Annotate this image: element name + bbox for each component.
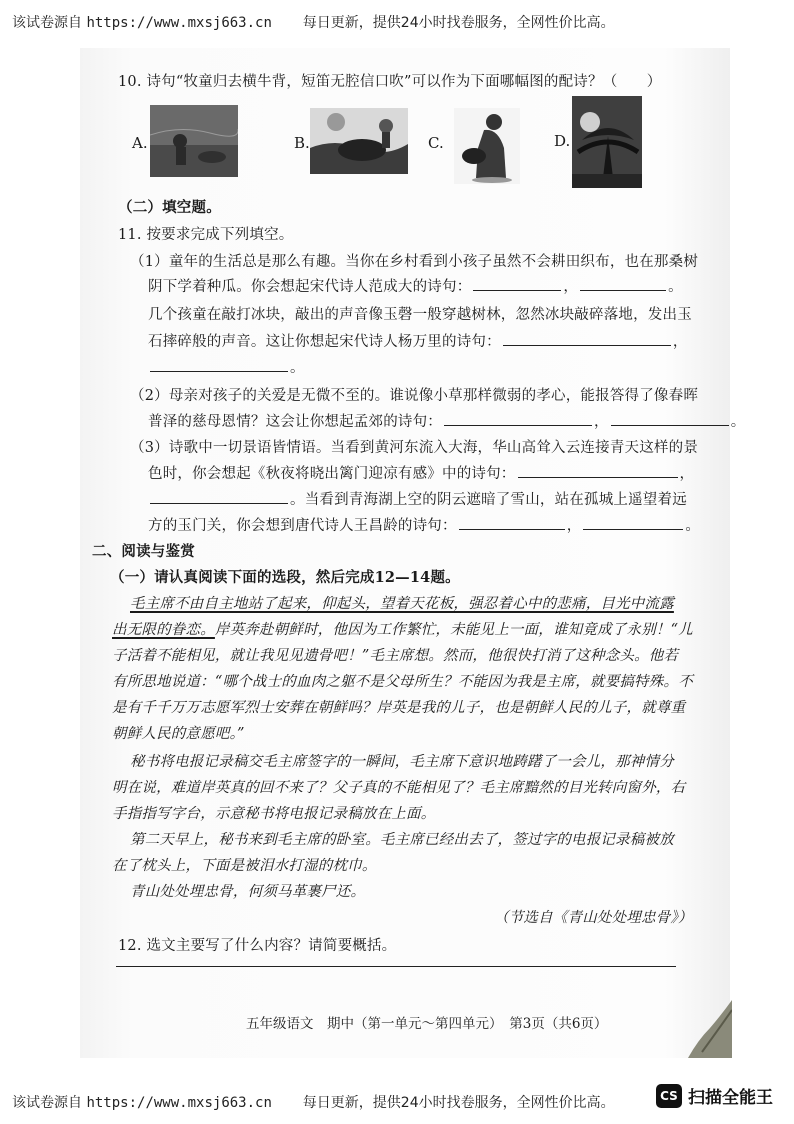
q11-part1-line2: 阴下学着种瓜。你会想起宋代诗人范成大的诗句： ， 。 bbox=[148, 275, 683, 296]
answer-blank-1d[interactable] bbox=[150, 357, 288, 372]
option-b-label: B. bbox=[294, 134, 310, 152]
q11-part1-line1: （1）童年的生活总是那么有趣。当你在乡村看到小孩子虽然不会耕田织布，也在那桑树 bbox=[130, 254, 699, 270]
passage-para1-line3: 子活着不能相见，就让我见见遗骨吧！”毛主席想。然而，他很快打消了这种念头。他若 bbox=[112, 648, 679, 664]
page-fold-corner bbox=[688, 1000, 732, 1058]
q11-part3-line3-text: 。当看到青海湖上空的阴云遮暗了雪山，站在孤城上遥望着远 bbox=[290, 492, 687, 508]
passage-para1-line4: 有所思地说道：“哪个战士的血肉之躯不是父母所生？不能因为我是主席，就要搞特殊。不 bbox=[112, 674, 693, 690]
q11-part3-line2-text: 色时，你会想起《秋夜将晓出篱门迎凉有感》中的诗句： bbox=[148, 466, 516, 482]
q11-part3-line4: 方的玉门关，你会想到唐代诗人王昌龄的诗句： ， 。 bbox=[148, 514, 700, 535]
reading-intro: （一）请认真阅读下面的选段，然后完成12—14题。 bbox=[110, 569, 460, 586]
camscanner-logo-icon: CS bbox=[656, 1084, 682, 1108]
q11-part3-line2: 色时，你会想起《秋夜将晓出篱门迎凉有感》中的诗句： ， bbox=[148, 462, 694, 483]
passage-para1-line2 bbox=[112, 618, 693, 639]
page-footer: 五年级语文 期中（第一单元～第四单元） 第3页（共6页） bbox=[246, 1016, 608, 1032]
bottom-banner-tagline: 每日更新，提供24小时找卷服务，全网性价比高。 bbox=[302, 1095, 615, 1111]
answer-blank-3c[interactable] bbox=[459, 515, 565, 530]
bottom-banner-source-label: 该试卷源自 bbox=[12, 1095, 82, 1111]
passage-underlined-phrase: 出无限的眷恋。 bbox=[112, 622, 215, 638]
option-d-picture bbox=[572, 96, 642, 188]
q11-part1-line2-text: 阴下学着种瓜。你会想起宋代诗人范成大的诗句： bbox=[148, 279, 472, 295]
top-banner bbox=[12, 12, 615, 32]
q11-part1-line3: 几个孩童在敲打冰块，敲出的声音像玉磬一般穿越树林，忽然冰块敲碎落地，发出玉 bbox=[148, 307, 692, 323]
answer-blank-2a[interactable] bbox=[444, 411, 592, 426]
banner-source-label: 该试卷源自 bbox=[12, 15, 82, 31]
reading-section-heading: 二、阅读与鉴赏 bbox=[92, 543, 195, 560]
option-a-label: A. bbox=[132, 134, 148, 152]
passage-para1-line2-text: 岸英奔赴朝鲜时，他因为工作繁忙，未能见上一面，谁知竟成了永别！“儿 bbox=[214, 622, 693, 638]
q11-part2-line2: 普泽的慈母恩情？这会让你想起孟郊的诗句： ， 。 bbox=[148, 410, 745, 431]
option-d-label: D. bbox=[554, 132, 571, 150]
passage-para3-line1: 第二天早上，秘书来到毛主席的卧室。毛主席已经出去了，签过字的电报记录稿被放 bbox=[130, 832, 674, 848]
banner-url-link[interactable]: https://www.mxsj663.cn bbox=[86, 15, 272, 31]
q11-part2-line1: （2）母亲对孩子的关爱是无微不至的。谁说像小草那样微弱的孝心，能报答得了像春晖 bbox=[130, 388, 699, 404]
option-a-picture bbox=[150, 105, 238, 177]
answer-blank-2b[interactable] bbox=[611, 411, 729, 426]
q11-part1-line4-text: 石摔碎般的声音。这让你想起宋代诗人杨万里的诗句： bbox=[148, 334, 501, 350]
answer-blank-3d[interactable] bbox=[583, 515, 683, 530]
passage-para2-line1: 秘书将电报记录稿交毛主席签字的一瞬间，毛主席下意识地踌躇了一会儿，那神情分 bbox=[130, 754, 674, 770]
bottom-banner-url-link[interactable]: https://www.mxsj663.cn bbox=[86, 1095, 272, 1111]
option-b-picture bbox=[310, 108, 408, 174]
passage-para2-line2: 明在说，难道岸英真的回不来了？父子真的不能相见了？毛主席黯然的目光转向窗外，右 bbox=[112, 780, 686, 796]
question-10-text: 10. 诗句“牧童归去横牛背，短笛无腔信口吹”可以作为下面哪幅图的配诗？（ ） bbox=[118, 74, 662, 90]
option-c-picture bbox=[454, 108, 520, 184]
q11-part3-line4-text: 方的玉门关，你会想到唐代诗人王昌龄的诗句： bbox=[148, 518, 457, 534]
answer-blank-1b[interactable] bbox=[580, 276, 666, 291]
q11-part1-line5: 。 bbox=[148, 356, 305, 377]
fill-in-section-heading: （二）填空题。 bbox=[118, 199, 221, 216]
passage-source: （节选自《青山处处埋忠骨》） bbox=[494, 910, 693, 926]
scanner-watermark bbox=[656, 1083, 773, 1108]
q11-part2-line2-text: 普泽的慈母恩情？这会让你想起孟郊的诗句： bbox=[148, 414, 442, 430]
answer-blank-3a[interactable] bbox=[518, 463, 678, 478]
banner-tagline: 每日更新，提供24小时找卷服务，全网性价比高。 bbox=[302, 15, 615, 31]
q11-part3-line3 bbox=[148, 488, 687, 509]
passage-para1-line1: 毛主席不由自主地站了起来，仰起头，望着天花板，强忍着心中的悲痛，目光中流露 bbox=[130, 596, 674, 612]
answer-blank-1a[interactable] bbox=[473, 276, 561, 291]
question-12-answer-line[interactable] bbox=[116, 966, 676, 967]
answer-blank-1c[interactable] bbox=[503, 331, 671, 346]
passage-para4: 青山处处埋忠骨，何须马革裹尸还。 bbox=[130, 884, 366, 900]
passage-para1-line6: 朝鲜人民的意愿吧。” bbox=[112, 726, 245, 742]
question-11-title: 11. 按要求完成下列填空。 bbox=[118, 227, 294, 243]
q11-part3-line1: （3）诗歌中一切景语皆情语。当看到黄河东流入大海，华山高耸入云连接青天这样的景 bbox=[130, 440, 699, 456]
q11-part1-line4: 石摔碎般的声音。这让你想起宋代诗人杨万里的诗句： ， bbox=[148, 330, 688, 351]
passage-para1-line5: 是有千千万万志愿军烈士安葬在朝鲜吗？岸英是我的儿子，也是朝鲜人民的儿子，就尊重 bbox=[112, 700, 686, 716]
answer-blank-3b[interactable] bbox=[150, 489, 288, 504]
option-c-label: C. bbox=[428, 134, 444, 152]
question-12-text: 12. 选文主要写了什么内容？请简要概括。 bbox=[118, 938, 397, 954]
passage-para2-line3: 手指指写字台，示意秘书将电报记录稿放在上面。 bbox=[112, 806, 436, 822]
passage-para3-line2: 在了枕头上，下面是被泪水打湿的枕巾。 bbox=[112, 858, 377, 874]
scanner-app-name: 扫描全能王 bbox=[688, 1088, 773, 1108]
bottom-banner bbox=[12, 1092, 615, 1112]
